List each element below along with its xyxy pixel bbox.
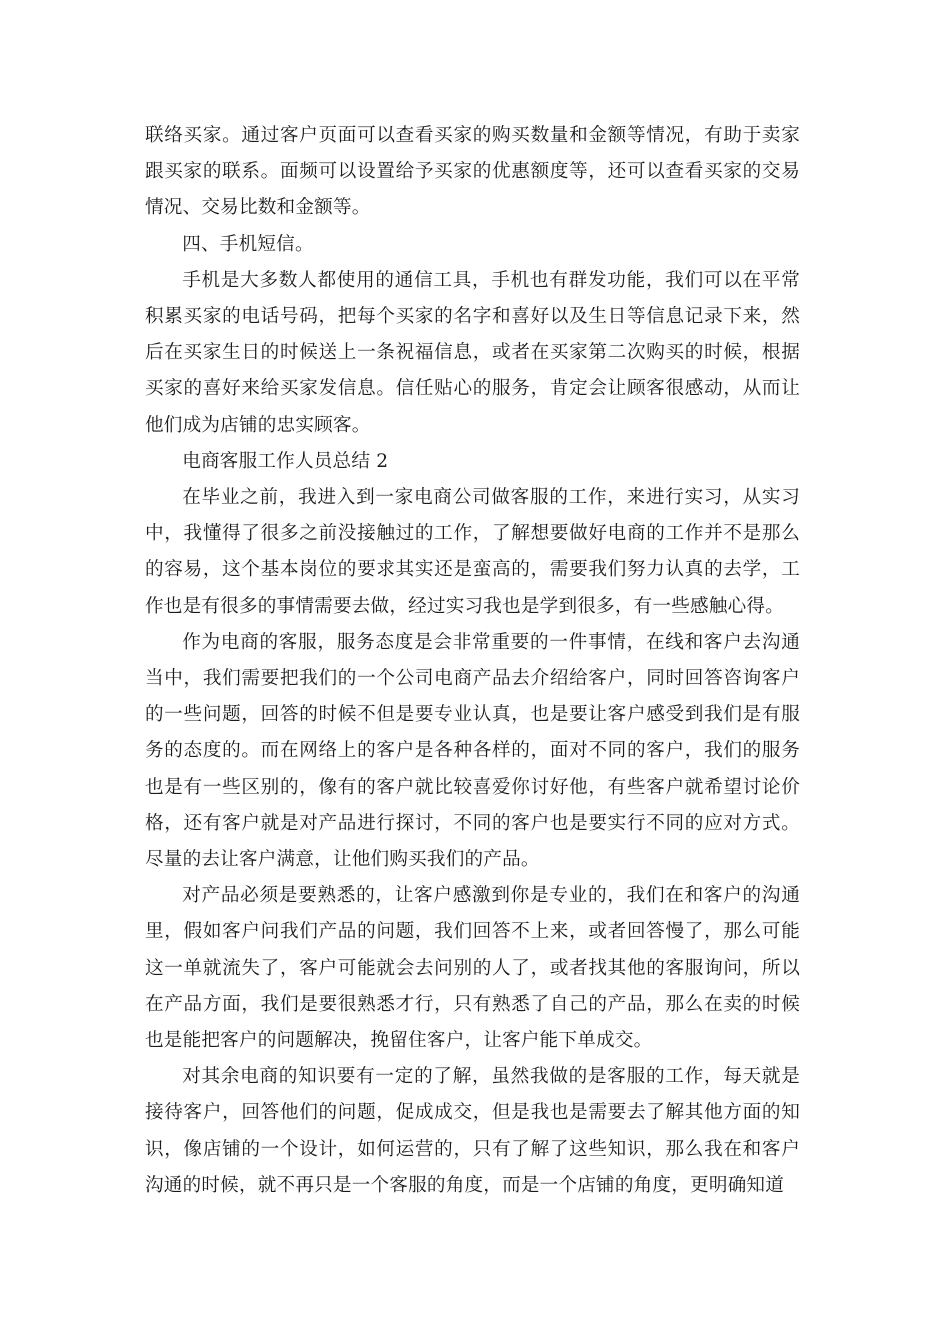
paragraph-internship: 在毕业之前，我进入到一家电商公司做客服的工作，来进行实习，从实习中，我懂得了很多之前没接触过的工作，了解想要做好电商的工作并不是那么的容易，这个基本岗位的要求其实还是蛮高的，需要我们努力认真的去学，工作也是有很多的事情需要去做，经过实习我也是学到很多，有一些感触心得。 [145, 487, 800, 617]
section-title-summary-2: 电商客服工作人员总结 2 [182, 450, 389, 472]
paragraph-product-knowledge: 对产品必须是要熟悉的，让客户感激到你是专业的，我们在和客户的沟通里，假如客户问我们产品的问题，我们回答不上来，或者回答慢了，那么可能这一单就流失了，客户可能就会去问别的人了，或者找其他的客服询问，所以在产品方面，我们是要很熟悉才行，只有熟悉了自己的产品，那么在卖的时候也是能把客户的问题解决，挽留住客户，让客户能下单成交。 [145, 885, 800, 1052]
document-body [145, 118, 800, 1204]
paragraph-service-attitude: 作为电商的客服，服务态度是会非常重要的一件事情，在线和客户去沟通当中，我们需要把我们的一个公司电商产品去介绍给客户，同时回答咨询客户的一些问题，回答的时候不但是要专业认真，也是要让客户感受到我们是有服务的态度的。而在网络上的客户是各种各样的，面对不同的客户，我们的服务也是有一些区别的，像有的客户就比较喜爱你讨好他，有些客户就希望讨论价格，还有客户就是对产品进行探讨，不同的客户也是要实行不同的应对方式。尽量的去让客户满意，让他们购买我们的产品。 [145, 631, 800, 871]
paragraph-continuation: 联络买家。通过客户页面可以查看买家的购买数量和金额等情况，有助于卖家跟买家的联系。面频可以设置给予买家的优惠额度等，还可以查看买家的交易情况、交易比数和金额等。 [145, 125, 800, 219]
section-heading-sms: 四、手机短信。 [182, 233, 314, 255]
paragraph-ecommerce-knowledge: 对其余电商的知识要有一定的了解，虽然我做的是客服的工作，每天就是接待客户，回答他们的问题，促成成交，但是我也是需要去了解其他方面的知识，像店铺的一个设计，如何运营的，只有了解了这些知识，那么我在和客户沟通的时候，就不再只是一个客服的角度，而是一个店铺的角度，更明确知道 [145, 1066, 800, 1196]
paragraph-sms: 手机是大多数人都使用的通信工具，手机也有群发功能，我们可以在平常积累买家的电话号码，把每个买家的名字和喜好以及生日等信息记录下来，然后在买家生日的时候送上一条祝福信息，或者在买家第二次购买的时候，根据买家的喜好来给买家发信息。信任贴心的服务，肯定会让顾客很感动，从而让他们成为店铺的忠实顾客。 [145, 269, 800, 436]
